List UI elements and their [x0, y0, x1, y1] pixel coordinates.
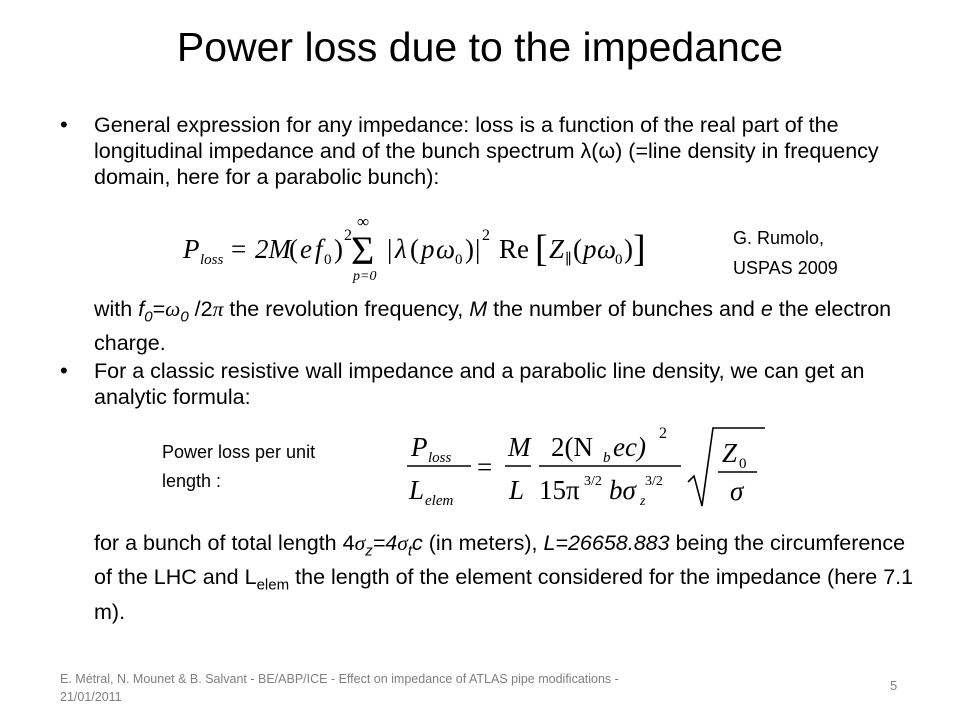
eq1-lambda: λ	[395, 234, 407, 264]
p4-text2: =4	[372, 531, 398, 555]
p2-text2: /2	[188, 297, 213, 321]
paragraph-resistive-wall: For a classic resistive wall impedance and a parabolic line density, we can get an analytic formula:	[94, 359, 865, 409]
eq1-omega2: ω	[597, 234, 617, 264]
p4-t: t	[407, 542, 413, 560]
eq2-p: P	[411, 432, 428, 462]
slide-title: Power loss due to the impedance	[176, 24, 784, 70]
p2-text3: the revolution frequency,	[223, 297, 470, 321]
p4-l-value: L=26658.883	[543, 531, 670, 555]
p2-f-sub: 0	[144, 308, 153, 326]
eq1-lparen: (	[289, 234, 298, 264]
eq2-num: 2(N	[551, 432, 593, 462]
eq1-sum-bottom: p=0	[353, 269, 377, 284]
p4-text4: being the circumference of the LHC and L	[94, 531, 906, 590]
paragraph-general-expression: General expression for any impedance: loss is a function of the real part of the longitudinal impedance and of the bunch spectrum λ(ω) (=line density in frequency domain, here for a parabolic bunch):	[94, 113, 879, 189]
eq1-rparen3: )	[624, 234, 633, 264]
p4-sigma-t: σ	[397, 531, 408, 555]
eq1-sigma: Σ	[351, 228, 375, 273]
p2-e: e	[760, 297, 773, 321]
power-loss-equation	[183, 212, 646, 284]
eq1-bar1: |	[387, 234, 393, 264]
p4-elem: elem	[256, 576, 290, 594]
eq1-f-sub: 0	[324, 252, 332, 268]
p4-text5: the length of the element considered for the impedance (here 7.1 m).	[94, 565, 914, 624]
citation-author: G. Rumolo,	[733, 228, 825, 248]
page-number: 5	[890, 678, 898, 693]
eq1-p2: p	[421, 234, 435, 264]
eq2-m: M	[508, 432, 531, 462]
p4-c: c	[412, 531, 423, 555]
eq1-2m: 2M	[255, 234, 291, 264]
eq2-p-sub: loss	[428, 450, 452, 466]
eq2-den2: bσ	[609, 475, 636, 505]
footer-credits: E. Métral, N. Mounet & B. Salvant - BE/ABP/ICE - Effect on impedance of ATLAS pipe modifications - 21/01/2011	[60, 672, 619, 704]
eq1-sq1: 2	[344, 227, 352, 244]
eq2-l2: L	[509, 475, 525, 505]
p4-text1: for a bunch of total length 4	[94, 531, 355, 555]
power-loss-label-line1: Power loss per unit	[162, 442, 316, 462]
eq1-lbracket: [	[535, 228, 548, 270]
eq1-z: Z	[549, 234, 565, 264]
eq1-sq2: 2	[482, 227, 490, 244]
eq1-lparen3: (	[573, 234, 582, 264]
eq1-rbracket: ]	[633, 228, 646, 270]
eq2-l: L	[409, 475, 425, 505]
bullet-marker: •	[60, 112, 68, 137]
analytic-power-loss-formula	[405, 420, 770, 510]
bullet-marker: •	[60, 358, 68, 383]
p2-equals: =	[152, 297, 166, 321]
eq1-lparen2: (	[410, 234, 419, 264]
citation-source: USPAS 2009	[733, 258, 838, 278]
eq1-f: f	[315, 234, 323, 264]
eq1-z-sub: ∥	[565, 252, 572, 268]
p2-text4: the number of bunches and	[487, 297, 761, 321]
eq1-p-sub: loss	[200, 252, 224, 268]
p2-omega: ω	[165, 297, 181, 321]
p2-f: f	[138, 297, 145, 321]
eq1-rparen: )	[334, 234, 343, 264]
p2-omega-sub: 0	[180, 308, 189, 326]
p2-text5: the electron charge.	[94, 297, 892, 356]
eq2-sigma: σ	[730, 476, 744, 506]
eq2-num-sub: b	[603, 450, 611, 466]
eq1-re: Re	[499, 234, 529, 264]
eq2-den2-sub: z	[640, 494, 646, 509]
eq1-equals: =	[231, 234, 247, 264]
p4-sigma-z: σ	[354, 531, 366, 555]
p2-text1: with	[94, 297, 139, 321]
eq2-den2-sup: 3/2	[645, 474, 663, 489]
eq1-sum-top: ∞	[357, 212, 370, 231]
p4-z: z	[365, 542, 373, 560]
paragraph-bunch-length	[94, 530, 914, 625]
eq1-omega2-sub: 0	[615, 252, 623, 268]
eq2-den1-sup: 3/2	[584, 474, 602, 489]
p2-m: M	[469, 297, 488, 321]
eq1-bar2: |	[475, 234, 481, 264]
eq1-omega: ω	[436, 234, 456, 264]
paragraph-with-definitions	[94, 296, 914, 356]
eq2-l-sub: elem	[425, 493, 454, 509]
eq2-equals: =	[477, 452, 493, 482]
eq1-e: e	[300, 234, 312, 264]
eq2-z0-sub: 0	[739, 456, 747, 472]
eq2-z0: Z	[722, 438, 738, 468]
eq2-num-sq: 2	[659, 425, 667, 442]
eq1-p3: p	[583, 234, 597, 264]
eq1-rparen2: )	[465, 234, 474, 264]
eq1-p: P	[183, 234, 200, 264]
p4-text3: (in meters),	[422, 531, 544, 555]
eq2-den1: 15π	[539, 475, 580, 505]
eq2-num2: ec)	[613, 432, 646, 462]
eq1-omega-sub: 0	[455, 252, 463, 268]
p2-pi: π	[212, 297, 224, 321]
power-loss-label-line2: length :	[162, 471, 222, 491]
